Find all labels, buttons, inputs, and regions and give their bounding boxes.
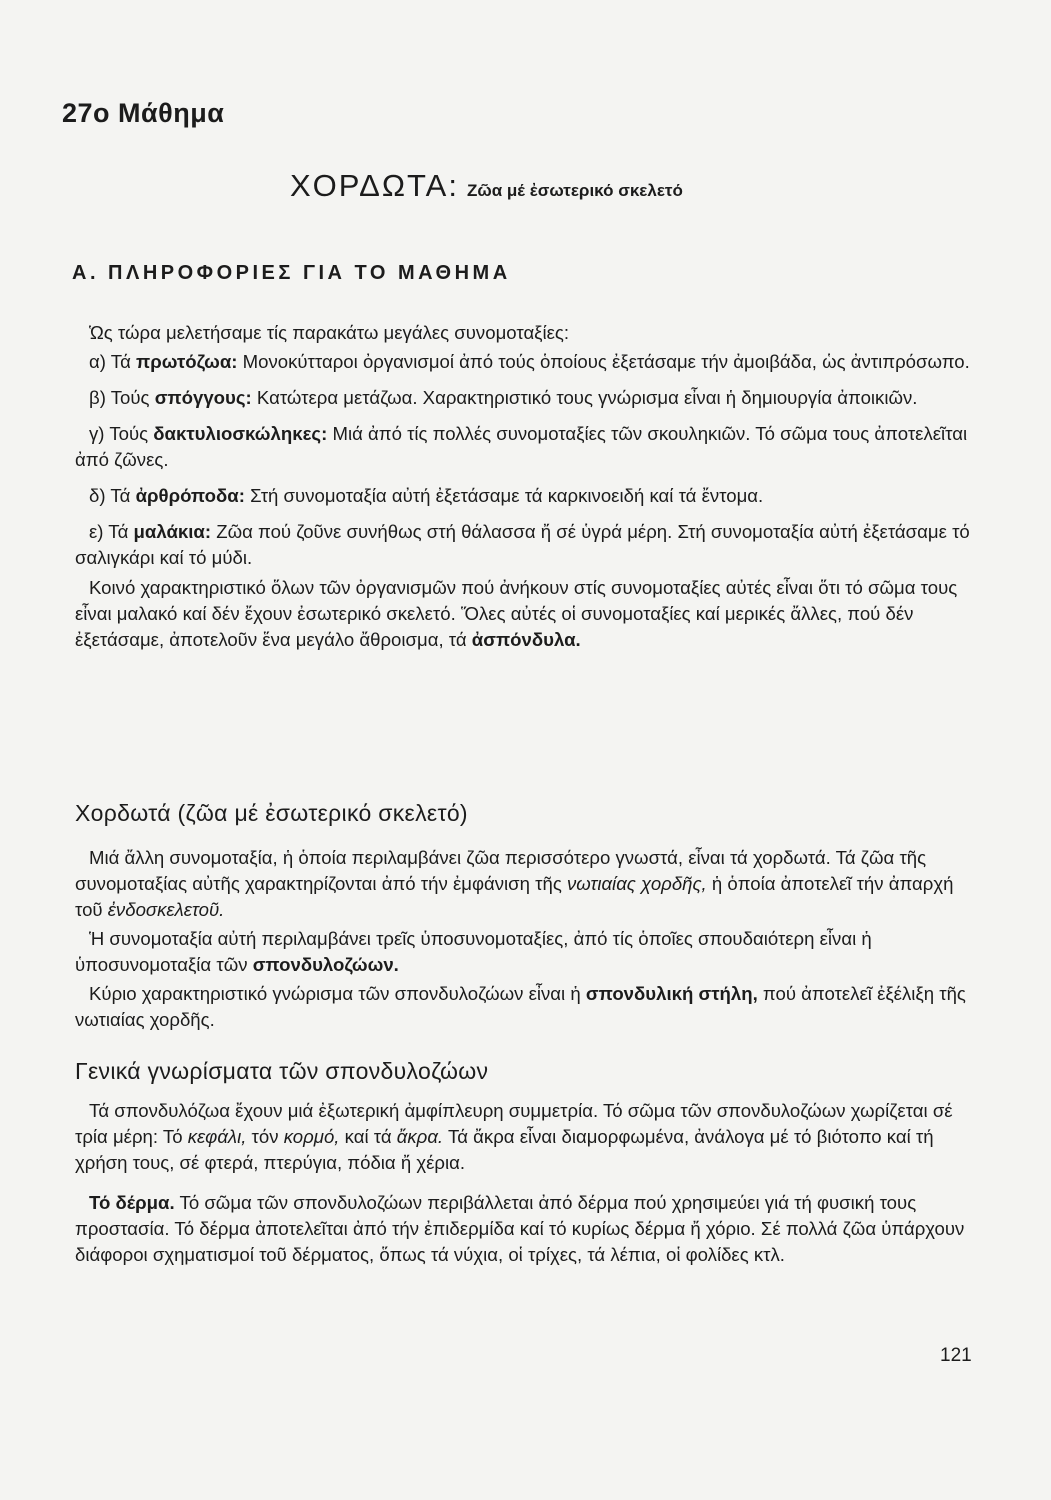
- chapter-subtitle: Ζῶα μέ ἐσωτερικό σκελετό: [466, 181, 683, 200]
- list-item-text: Μιά ἀπό τίς πολλές συνομοταξίες τῶν σκουληκιῶν. Τό σῶμα τους ἀποτελεῖται ἀπό ζῶνες.: [75, 423, 968, 470]
- text-run: Τό σῶμα τῶν σπονδυλοζώων περιβάλλεται ἀπό δέρμα πού χρησιμεύει γιά τή φυσική τους προστασία. Τό δέρμα ἀποτελεῖται ἀπό τήν ἐπιδερμίδα καί τό κυρίως δέρμα ἤ χόριο. Σέ πολλά ζῶα ὑπάρχουν διάφοροι σχηματισμοί τοῦ δέρματος, ὅπως τά νύχια, οἱ τρίχες, τά λέπια, οἱ φολίδες κτλ.: [75, 1192, 965, 1265]
- list-item-text: Κατώτερα μετάζωα. Χαρακτηριστικό τους γνώρισμα εἶναι ἡ δημιουργία ἀποικιῶν.: [256, 387, 918, 408]
- list-item-prefix: δ) Τά: [89, 485, 131, 506]
- list-item-prefix: ε) Τά: [89, 521, 129, 542]
- text-run: Ἡ συνομοταξία αὐτή περιλαμβάνει τρεῖς ὑποσυνομοταξίες, ἀπό τίς ὁποῖες σπουδαιότερη εἶναι ἡ ὑποσυνομοταξία τῶν: [75, 928, 872, 975]
- list-item: [75, 349, 970, 375]
- list-item: [75, 385, 970, 411]
- list-item-text: Μονοκύτταροι ὀργανισμοί ἀπό τούς ὁποίους ἐξετάσαμε τήν ἀμοιβάδα, ὡς ἀντιπρόσωπο.: [242, 351, 970, 372]
- bold-term: σπονδυλοζώων.: [252, 954, 399, 975]
- list-item-term: δακτυλιοσκώληκες:: [153, 423, 328, 444]
- text-run: πού ἀποτελεῖ ἐξέλιξη τῆς νωτιαίας χορδῆς.: [75, 983, 966, 1030]
- skin-paragraph: [75, 1190, 970, 1268]
- text-run: Κύριο χαρακτηριστικό γνώρισμα τῶν σπονδυλοζώων εἶναι ἡ: [89, 983, 581, 1004]
- intro-paragraph: Ὡς τώρα μελετήσαμε τίς παρακάτω μεγάλες συνομοταξίες:: [89, 322, 570, 343]
- italic-term: ἄκρα.: [396, 1126, 444, 1147]
- italic-term: ἐνδοσκελετοῦ.: [107, 899, 225, 920]
- vertebrates-heading: Γενικά γνωρίσματα τῶν σπονδυλοζώων: [75, 1058, 489, 1084]
- list-item-prefix: α) Τά: [89, 351, 131, 372]
- summary-paragraph: [75, 575, 970, 653]
- list-item-term: ἀρθρόποδα:: [135, 485, 245, 506]
- text-run: καί τά: [344, 1126, 392, 1147]
- summary-text: Κοινό χαρακτηριστικό ὅλων τῶν ὀργανισμῶν πού ἀνήκουν στίς συνομοταξίες αὐτές εἶναι ὅτι τό σῶμα τους εἶναι μαλακό καί δέν ἔχουν ἐσωτερικό σκελετό. Ὅλες αὐτές οἱ συνομοταξίες καί μερικές ἄλλες, πού δέν ἐξετάσαμε, ἀποτελοῦν ἕνα μεγάλο ἄθροισμα, τά: [75, 577, 958, 650]
- chordata-paragraph: [75, 926, 970, 978]
- text-run: Μιά ἄλλη συνομοταξία, ἡ ὁποία περιλαμβάνει ζῶα περισσότερο γνωστά, εἶναι τά χορδωτά. Τά ζῶα τῆς συνομοταξίας αὐτῆς χαρακτηρίζονται ἀπό τήν ἐμφάνιση τῆς: [75, 847, 927, 894]
- section-a-heading: Α. ΠΛΗΡΟΦΟΡΙΕΣ ΓΙΑ ΤΟ ΜΑΘΗΜΑ: [72, 262, 511, 284]
- page-number: 121: [940, 1345, 972, 1366]
- chapter-title: [290, 168, 683, 204]
- list-item: [75, 519, 970, 571]
- list-item-prefix: γ) Τούς: [89, 423, 149, 444]
- list-item-text: Ζῶα πού ζοῦνε συνήθως στή θάλασσα ἤ σέ ὑγρά μέρη. Στή συνομοταξία αὐτή ἐξετάσαμε τό σαλιγκάρι καί τό μύδι.: [75, 521, 970, 568]
- summary-term: ἀσπόνδυλα.: [471, 629, 581, 650]
- list-item-term: πρωτόζωα:: [136, 351, 238, 372]
- bold-term: σπονδυλική στήλη,: [585, 983, 758, 1004]
- list-item: [75, 483, 970, 509]
- text-run: Τά σπονδυλόζωα ἔχουν μιά ἐξωτερική ἀμφίπλευρη συμμετρία. Τό σῶμα τῶν σπονδυλοζώων χωρίζεται σέ τρία μέρη: Τό: [75, 1100, 953, 1147]
- text-run: τόν: [251, 1126, 279, 1147]
- text-run: Τά ἄκρα εἶναι διαμορφωμένα, ἀνάλογα μέ τό βιότοπο καί τή χρήση τους, σέ φτερά, πτερύγια, πόδια ἤ χέρια.: [75, 1126, 934, 1173]
- section-a-body: [75, 320, 970, 653]
- chordata-body: [75, 845, 970, 1033]
- list-item-text: Στή συνομοταξία αὐτή ἐξετάσαμε τά καρκινοειδή καί τά ἔντομα.: [250, 485, 764, 506]
- list-item-term: σπόγγους:: [154, 387, 252, 408]
- list-item-term: μαλάκια:: [133, 521, 212, 542]
- text-run: ἡ ὁποία ἀποτελεῖ τήν ἀπαρχή τοῦ: [75, 873, 954, 920]
- list-item-prefix: β) Τούς: [89, 387, 150, 408]
- vertebrates-body: [75, 1098, 970, 1268]
- lesson-number: 27ο Μάθημα: [62, 98, 225, 128]
- italic-term: νωτιαίας χορδῆς,: [567, 873, 707, 894]
- vertebrates-paragraph: [75, 1098, 970, 1176]
- chapter-title-main: ΧΟΡΔΩΤΑ:: [290, 168, 459, 203]
- chordata-heading: Χορδωτά (ζῶα μέ ἐσωτερικό σκελετό): [75, 800, 468, 826]
- bold-term: Τό δέρμα.: [89, 1192, 175, 1213]
- italic-term: κεφάλι,: [187, 1126, 247, 1147]
- list-item: [75, 421, 970, 473]
- chordata-paragraph: [75, 845, 970, 923]
- chordata-paragraph: [75, 981, 970, 1033]
- italic-term: κορμό,: [283, 1126, 340, 1147]
